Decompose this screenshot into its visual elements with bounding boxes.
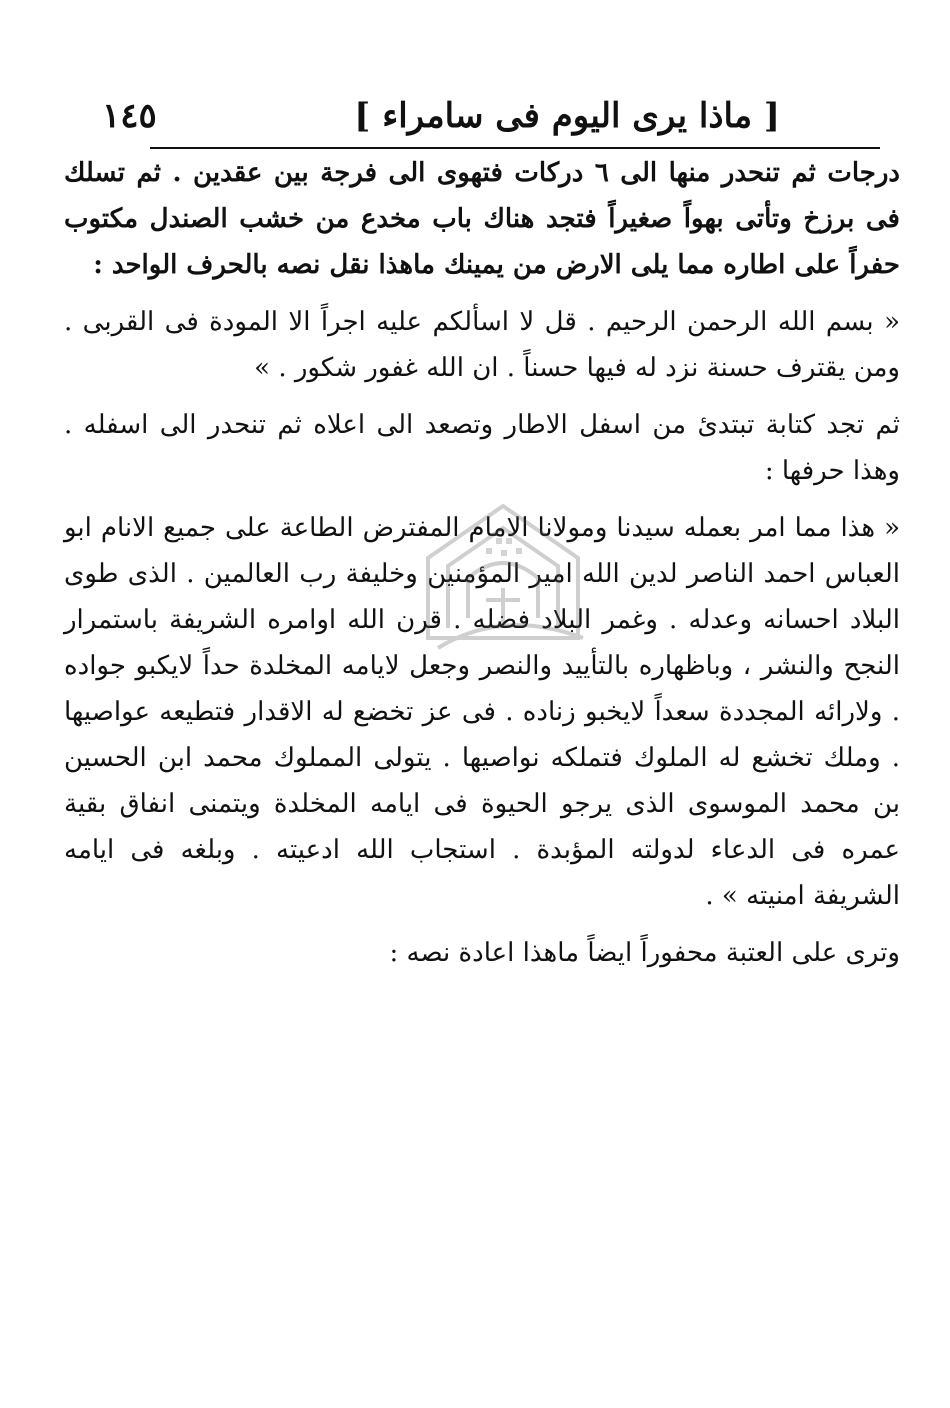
header-rule <box>150 147 880 149</box>
paragraph-2: « بسم الله الرحمن الرحيم . قل لا اسألكم عليه اجراً الا المودة فى القربى . ومن يقترف حسنة نزد له فيها حسناً . ان الله غفور شكور . » <box>64 307 900 383</box>
paragraph-5: وترى على العتبة محفوراً ايضاً ماهذا اعادة نصه : <box>389 938 900 968</box>
running-header <box>80 88 880 148</box>
paragraph-1: درجات ثم تنحدر منها الى ٦ دركات فتهوى الى فرجة بين عقدين . ثم تسلك فى برزخ وتأتى بهواً صغيراً فتجد هناك باب مخدع من خشب الصندل مكتوب حفراً على اطاره مما يلى الارض من يمينك ماهذا نقل نصه بالحرف الواحد : <box>64 158 901 280</box>
body-text <box>64 150 900 987</box>
paragraph-4: « هذا مما امر بعمله سيدنا ومولانا الامام المفترض الطاعة على جميع الانام ابو العباس احمد الناصر لدين الله امير المؤمنين وخليفة رب العالمين . الذى طوى البلاد احسانه وعدله . وغمر البلاد فضله . قرن الله اوامره الشريفة باستمرار النجح والنشر ، وباظهاره بالتأييد والنصر وجعل لايامه المخلدة حداً لايكبو جواده . ولارائه المجددة سعداً لايخبو زناده . فى عز تخضع له الاقدار فتطيعه عواصيها . وملك تخشع له الملوك فتملكه نواصيها . يتولى المملوك محمد ابن الحسين بن محمد الموسوى الذى يرجو الحيوة فى ايامه المخلدة ويتمنى انفاق بقية عمره فى الدعاء لدولته المؤبدة . استجاب الله ادعيته . وبلغه فى ايامه الشريفة امنيته » . <box>64 513 900 911</box>
running-title: [ ماذا يرى اليوم فى سامراء ] <box>354 96 780 136</box>
paragraph-3: ثم تجد كتابة تبتدئ من اسفل الاطار وتصعد الى اعلاه ثم تنحدر الى اسفله . وهذا حرفها : <box>64 410 900 486</box>
page-number: ١٤٥ <box>102 96 157 136</box>
